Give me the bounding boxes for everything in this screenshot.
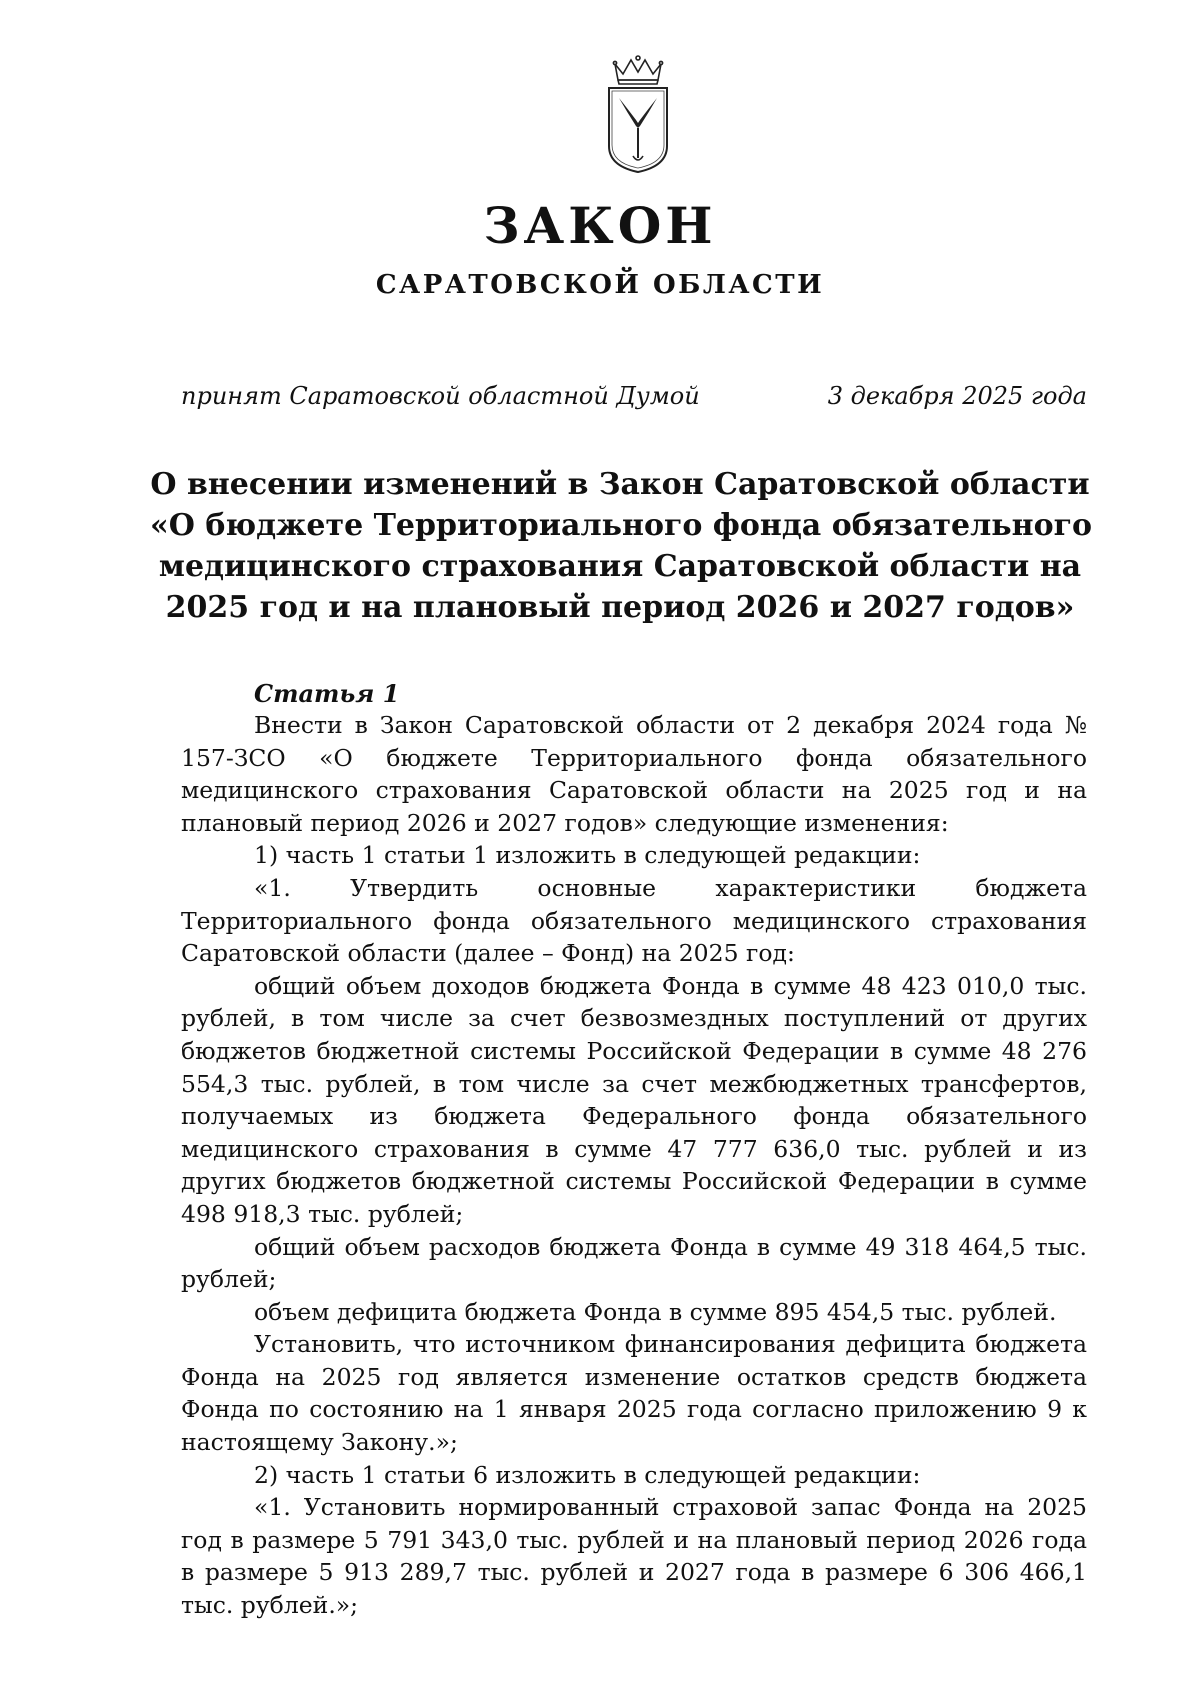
article-paragraph: общий объем доходов бюджета Фонда в сумме 48 423 010,0 тыс. рублей, в том числе за счет безвозмездных поступлений от других бюджетов бюджетной системы Российской Федерации в сумме 48 276 554,3 тыс. рублей, в том числе за счет межбюджетных трансфертов, получаемых из бюджета Федерального фонда обязательного медицинского страхования в сумме 47 777 636,0 тыс. рублей и из других бюджетов бюджетной системы Российской Федерации в сумме 498 918,3 тыс. рублей; — [181, 971, 1087, 1228]
heading-line: О внесении изменений в Закон Саратовской области — [150, 467, 1090, 502]
article-paragraph: Внести в Закон Саратовской области от 2 декабря 2024 года № 157-ЗСО «О бюджете Территориального фонда обязательного медицинского страхования Саратовской области на 2025 год и на плановый период 2026 и 2027 годов» следующие изменения: — [181, 711, 1087, 837]
article-paragraph: 1) часть 1 статьи 1 изложить в следующей редакции: — [254, 841, 921, 870]
law-subtitle: САРАТОВСКОЙ ОБЛАСТИ — [375, 270, 825, 300]
law-title: ЗАКОН — [483, 196, 717, 255]
article-paragraph: объем дефицита бюджета Фонда в сумме 895 454,5 тыс. рублей. — [254, 1297, 1057, 1326]
article-paragraph: Установить, что источником финансирования дефицита бюджета Фонда на 2025 год является изменение остатков средств бюджета Фонда по состоянию на 1 января 2025 года согласно приложению 9 к настоящему Закону.»; — [181, 1330, 1087, 1457]
article-title: Статья 1 — [254, 679, 400, 708]
adopted-by-text: принят Саратовской областной Думой — [181, 382, 700, 410]
heading-line: 2025 год и на плановый период 2026 и 2027 годов» — [165, 590, 1075, 625]
article-paragraph: «1. Установить нормированный страховой запас Фонда на 2025 год в размере 5 791 343,0 тыс. рублей и на плановый период 2026 года в размере 5 913 289,7 тыс. рублей и 2027 года в размере 6 306 466,1 тыс. рублей.»; — [181, 1493, 1087, 1620]
adoption-date: 3 декабря 2025 года — [827, 382, 1087, 410]
article-paragraph: 2) часть 1 статьи 6 изложить в следующей редакции: — [254, 1460, 921, 1489]
article-paragraph: «1. Утвердить основные характеристики бюджета Территориального фонда обязательного медицинского страхования Саратовской области (далее – Фонд) на 2025 год: — [181, 873, 1087, 968]
article-paragraph: общий объем расходов бюджета Фонда в сумме 49 318 464,5 тыс. рублей; — [181, 1232, 1087, 1294]
document-heading — [150, 464, 1093, 628]
saratov-coat-of-arms-icon — [601, 54, 675, 174]
article-body — [181, 709, 1087, 1622]
heading-line: медицинского страхования Саратовской области на — [158, 549, 1082, 584]
heading-line: «О бюджете Территориального фонда обязательного — [150, 508, 1093, 543]
